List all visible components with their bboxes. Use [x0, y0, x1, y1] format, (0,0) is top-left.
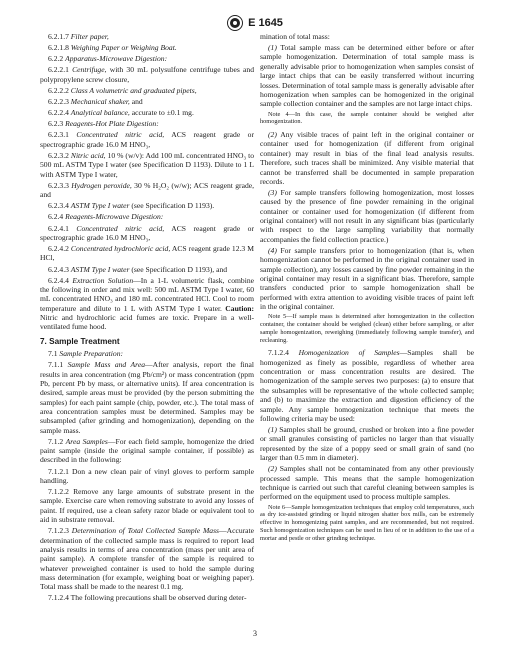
astm-logo-icon — [227, 15, 243, 31]
para-7-1-2-1: 7.1.2.1 Don a new clean pair of vinyl gloves to perform sample handling. — [40, 466, 254, 485]
note-5: Note 5—If sample mass is determined after homogenization in the collection container, the container should be weighed (clean) either before sampling, or after sample homogenization, reweighing (immediately following sample transfer), and recleaning. — [260, 313, 474, 344]
para-7-1-1: 7.1.1 Sample Mass and Area—After analysis, report the final results in area concentration (mg Pb/cm²) or mass concentration (ppm Pb, percent Pb by mass, or alternative units). If area concentration is desired, sample areas must be provided (by the person submitting the samples) for each paint sample (chip, powder, etc.). The total mass of area concentration samples must be determined. Samples may be subsampled (after grinding and homogenization), depending on the sample mass. — [40, 360, 254, 435]
note-6: Note 6—Sample homogenization techniques that employ cold temperatures, such as dry ice-assisted grinding or liquid nitrogen shatter box mills, can be extremely effective in homogenizing paint samples, and are recommended, but not required. Such homogenization techniques can be used in lieu of or in addition to the use of a mortar and pestle or other grinding technique. — [260, 503, 474, 542]
para-6-2-3-1: 6.2.3.1 Concentrated nitric acid, ACS reagent grade or spectrographic grade 16.0 M HNO₃, — [40, 130, 255, 149]
para-6-2-1-7: 6.2.1.7 Filter paper, — [48, 32, 109, 41]
para-6-2-4-3: 6.2.4.3 ASTM Type I water (see Specification D 1193), and — [48, 264, 228, 274]
para-6-2-4-4: 6.2.4.4 Extraction Solution—In a 1-L volumetric flask, combine the following in order and mix well: 500 mL ASTM Type I water, 60 mL concentrated HNO₃ and 180 mL concentrated HCl. Cool to room temperature and dilute to 1 L with ASTM Type I water. Caution: Nitric and hydrochloric acid fumes are toxic. Prepare in a well-ventilated fume hood. — [40, 275, 254, 332]
para-6-2-1-8: 6.2.1.8 Weighing Paper or Weighing Boat. — [48, 43, 177, 53]
para-7-1-2: 7.1.2 Area Samples—For each field sample, homogenize the dried paint sample (inside the original sample container, if possible) as described in the following: — [40, 436, 254, 465]
para-6-2-2-3: 6.2.2.3 Mechanical shaker, and — [48, 97, 143, 107]
note-4: Note 4—In this case, the sample container should be weighed after homogenization. — [260, 110, 474, 126]
para-6-2-3: 6.2.3 Reagents-Hot Plate Digestion: — [48, 119, 159, 129]
page-number: 3 — [253, 629, 257, 638]
item-2: (2) Any visible traces of paint left in the original container or container used for homogenization (if different from original container) may result in bias of the final lead analysis results. Therefore, such traces shall be minimized. Any visible material that cannot be transferred shall be documented in sample preparation records. — [260, 130, 474, 186]
caution-label: Caution: — [225, 303, 254, 313]
standard-number: E 1645 — [248, 17, 283, 29]
para-7-1-2-4: 7.1.2.4 The following precautions shall be observed during deter- — [48, 593, 247, 603]
para-continued: mination of total mass: — [260, 32, 330, 41]
criteria-2: (2) Samples shall not be contaminated from any other previously processed sample. This means that the sample homogenization technique is carried out such that careful cleaning between samples is performed on the equipment used to process multiple samples. — [260, 464, 474, 502]
para-6-2-3-4: 6.2.3.4 ASTM Type I water (see Specification D 1193). — [48, 201, 215, 211]
para-6-2-4-2: 6.2.4.2 Concentrated hydrochloric acid, ACS reagent grade 12.3 M HCl, — [40, 244, 255, 263]
right-column — [260, 32, 474, 547]
para-6-2-2: 6.2.2 Apparatus-Microwave Digestion: — [48, 54, 168, 64]
para-6-2-3-3: 6.2.3.3 Hydrogen peroxide, 30 % H₂O₂ (w/w); ACS reagent grade, and — [40, 180, 255, 200]
para-6-2-4-1: 6.2.4.1 Concentrated nitric acid, ACS reagent grade or spectrographic grade 16.0 M HNO₃, — [40, 223, 255, 242]
item-4: (4) For sample transfers prior to homogenization (that is, when homogenization cannot be performed in the original container used in sample collection), any losses caused by fine powder remaining in the original container may result in a significant bias. Therefore, sample transfers conducted prior to sample homogenization shall be performed with extra attention to avoiding visible traces of paint left in the original container. — [260, 245, 474, 311]
criteria-1: (1) Samples shall be ground, crushed or broken into a fine powder or small granules consisting of particles no larger than that visually represented by the size of a poppy seed or small grain of sand (no larger than 0.5 mm in diameter). — [260, 425, 474, 463]
para-6-2-3-2: 6.2.3.2 Nitric acid, 10 % (w/v): Add 100 mL concentrated HNO₃ to 500 mL ASTM Type I water (see Specification D 1193). Dilute to 1 L with ASTM Type I water, — [40, 150, 255, 179]
para-7-1-2-3: 7.1.2.3 Determination of Total Collected Sample Mass—Accurate determination of the collected sample mass is required to report lead analysis results in terms of area concentration (mass per unit area of paint sample). A complete transfer of the sample is required to whatever preweighed container is used to hold the sample during mass determination (for example, weighing boat or weighing paper). Total mass shall be made to the nearest 0.1 mg. — [40, 526, 254, 592]
para-6-2-2-4: 6.2.2.4 Analytical balance, accurate to ±0.1 mg. — [48, 108, 194, 118]
section-heading-7: 7. Sample Treatment — [40, 336, 120, 346]
item-1: (1) Total sample mass can be determined either before or after sample homogenization. Determination of total sample mass is generally advisable prior to homogenization when samples consist of large intact chips that can be easily transferred without incurring losses. Determination of total sample mass is generally advisable after homogenization when samples can be homogenized in the original sample collection container and the samples are not large intact chips. — [260, 43, 474, 109]
para-7-1: 7.1 Sample Preparation: — [48, 349, 124, 359]
left-column — [40, 32, 254, 605]
para-7-1-2-2: 7.1.2.2 Remove any large amounts of substrate present in the sample. Exercise care when removing substrate to avoid any losses of paint. If required, use a clean safety razor blade or equivalent tool to aid in substrate removal. — [40, 487, 254, 525]
para-6-2-2-1: 6.2.2.1 Centrifuge, with 30 mL polysulfone centrifuge tubes and polypropylene screw closure, — [40, 65, 255, 84]
para-7-1-2-4-homogenization: 7.1.2.4 Homogenization of Samples—Samples shall be homogenized as finely as possible, regardless of whether area concentration or mass concentration results are desired. The homogenization of the sample serves two purposes: (a) to ensure that the subsamples will be representative of the whole collected sample; and (b) to maximize the extraction and digestion efficiency of the sample. Any sample homogenization technique that meets the following criteria may be used: — [260, 348, 475, 423]
item-3: (3) For sample transfers following homogenization, most losses caused by the presence of fine powder remaining in the original container or container used for homogenization (if different from original container) will not result in any significant bias (particularly with respect to the large sampling variability that normally accompanies the field collection practice.) — [260, 188, 474, 244]
page-header — [0, 12, 510, 34]
para-6-2-4: 6.2.4 Reagents-Microwave Digestion: — [48, 212, 164, 222]
para-6-2-2-2: 6.2.2.2 Class A volumetric and graduated pipets, — [48, 85, 197, 95]
